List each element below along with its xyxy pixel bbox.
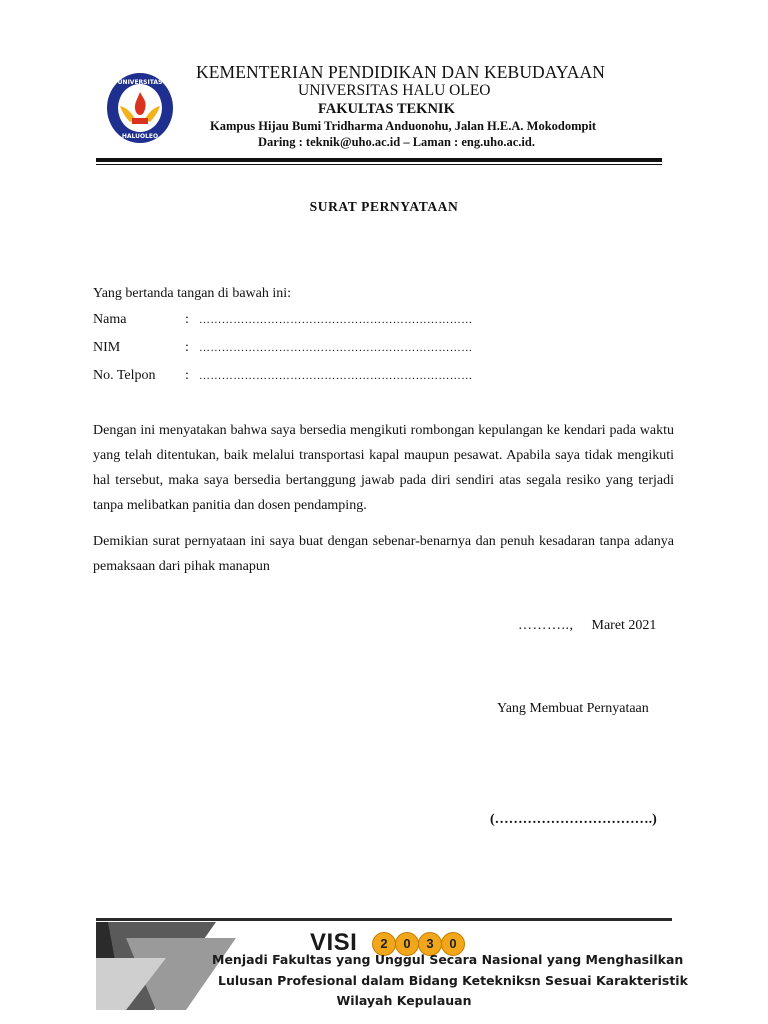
faculty-contact: Daring : teknik@uho.ac.id – Laman : eng.uho.ac.id. (258, 135, 535, 149)
university-name: UNIVERSITAS HALU OLEO (298, 82, 491, 99)
field-row-nim (93, 335, 683, 361)
year-digit: 0 (395, 932, 419, 956)
field-row-telpon (93, 363, 683, 389)
statement-paragraph: Dengan ini menyatakan bahwa saya bersedia mengikuti rombongan kepulangan ke kendari pada waktu yang telah ditentukan, baik melalui transportasi kapal maupun pesawat. Apabila saya tidak mengikuti hal tersebut, maka saya bersedia bertanggung jawab pada diri sendiri atas segala resiko yang terjadi tanpa melibatkan panitia dan dosen pendamping. (93, 423, 674, 513)
field-colon: : (185, 340, 189, 355)
intro-text: Yang bertanda tangan di bawah ini: (93, 286, 292, 301)
field-label: No. Telpon (93, 368, 156, 383)
field-row-nama (93, 307, 683, 333)
signer-name-blank: (…………………………….) (490, 812, 657, 827)
year-digit: 0 (441, 932, 465, 956)
university-seal-icon (106, 72, 174, 144)
field-label: Nama (93, 312, 127, 327)
faculty-address: Kampus Hijau Bumi Tridharma Anduonohu, Jalan H.E.A. Mokodompit (210, 119, 597, 133)
field-label: NIM (93, 340, 121, 355)
field-blank: ……………………………………………………………… (199, 342, 473, 354)
banner-top-line (96, 918, 672, 921)
signature-place: ……….., (518, 618, 574, 633)
closing-paragraph: Demikian surat pernyataan ini saya buat dengan sebenar-benarnya dan penuh kesadaran tanpa adanya pemaksaan dari pihak manapun (93, 534, 674, 574)
vision-line: Lulusan Profesional dalam Bidang Ketekniksn Sesuai Karakteristik (218, 973, 688, 988)
letterhead-divider (96, 158, 662, 162)
signature-date (518, 618, 656, 634)
vision-line: Wilayah Kepulauan (336, 993, 472, 1008)
field-colon: : (185, 368, 189, 383)
field-blank: ……………………………………………………………… (199, 370, 473, 382)
document-title: SURAT PERNYATAAN (309, 199, 459, 214)
field-blank: ……………………………………………………………… (199, 314, 473, 326)
svg-text:HALUOLEO: HALUOLEO (121, 133, 159, 140)
faculty-name: FAKULTAS TEKNIK (318, 101, 455, 117)
field-colon: : (185, 312, 189, 327)
signer-title: Yang Membuat Pernyataan (497, 701, 649, 716)
year-digit: 3 (418, 932, 442, 956)
ministry-name: KEMENTERIAN PENDIDIKAN DAN KEBUDAYAAN (196, 62, 605, 82)
signature-month: Maret 2021 (591, 618, 657, 633)
letterhead-divider-thin (96, 164, 662, 165)
year-digit: 2 (372, 932, 396, 956)
svg-text:UNIVERSITAS: UNIVERSITAS (117, 79, 163, 86)
vision-line: Menjadi Fakultas yang Unggul Secara Nasional yang Menghasilkan (212, 952, 684, 967)
vision-heading: VISI (310, 929, 358, 956)
